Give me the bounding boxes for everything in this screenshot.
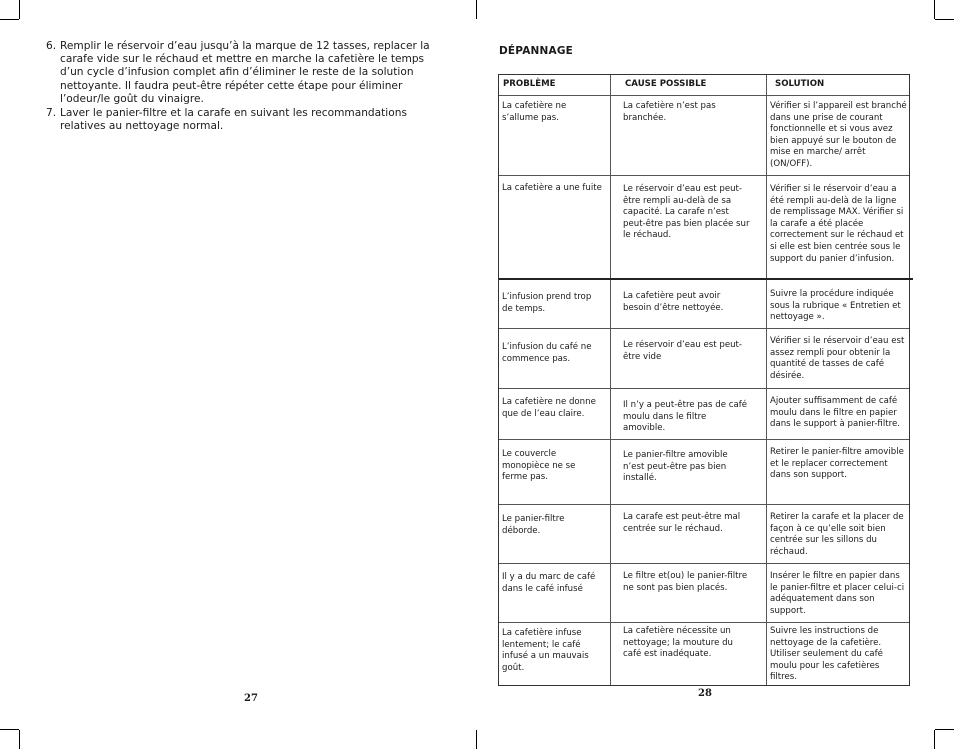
row-divider	[499, 622, 909, 623]
left-page-instructions	[46, 40, 446, 134]
column-divider	[766, 75, 767, 685]
crop-mark	[934, 730, 935, 749]
row-divider	[499, 504, 909, 505]
row-divider	[499, 388, 909, 389]
solution-cell: Retirer la carafe et la placer de façon à ce qu’elle soit bien centrée sur les sillons du réchaud.	[770, 512, 904, 557]
row-divider	[499, 175, 909, 176]
crop-mark	[934, 0, 935, 19]
cause-cell: Le réservoir d’eau est peut-être vide	[623, 340, 743, 362]
row-divider	[499, 563, 909, 564]
instruction-step	[46, 40, 446, 106]
problem-cell: La cafetière ne donne que de l’eau claire.	[502, 397, 596, 419]
step-text: Laver le panier-filtre et la carafe en suivant les recommandations relatives au nettoyage normal.	[60, 107, 407, 133]
solution-cell: Ajouter suffisamment de café moulu dans le filtre en papier dans le support à panier-filtre.	[770, 396, 900, 430]
cause-cell: Le panier-filtre amovible n’est peut-être pas bien installé.	[623, 450, 728, 484]
row-divider	[499, 328, 909, 329]
crop-mark	[476, 730, 477, 749]
crop-mark	[0, 729, 19, 730]
problem-cell: Le couvercle monopièce ne se ferme pas.	[502, 449, 576, 483]
instruction-step	[46, 107, 446, 133]
row-divider	[499, 439, 909, 440]
page-number-left: 27	[244, 693, 258, 704]
cause-cell: Le réservoir d’eau est peut-être rempli au-delà de sa capacité. La carafe n’est peut-être pas bien placée sur le réchaud.	[623, 184, 750, 241]
solution-cell: Retirer le panier-filtre amovible et le replacer correctement dans son support.	[770, 447, 904, 481]
row-divider	[499, 95, 909, 96]
header-problem: PROBLÈME	[503, 79, 556, 89]
problem-cell: L’infusion du café ne commence pas.	[502, 342, 592, 364]
problem-cell: La cafetière infuse lentement; le café infusé a un mauvais goût.	[502, 628, 589, 673]
solution-cell: Vérifier si l’appareil est branché dans une prise de courant fonctionnelle et si vous avez bien appuyé sur le bouton de mise en marche/ arrêt (ON/OFF).	[770, 101, 907, 169]
crop-mark	[0, 19, 19, 20]
solution-cell: Vérifier si le réservoir d’eau est assez rempli pour obtenir la quantité de tasses de café désirée.	[770, 336, 905, 381]
solution-cell: Suivre la procédure indiquée sous la rubrique « Entretien et nettoyage ».	[770, 289, 901, 323]
problem-cell: Le panier-filtre déborde.	[502, 514, 565, 536]
cause-cell: Il n’y a peut-être pas de café moulu dans le filtre amovible.	[623, 400, 748, 434]
problem-cell: Il y a du marc de café dans le café infusé	[502, 572, 596, 594]
crop-mark	[476, 0, 477, 19]
page-number-right: 28	[698, 688, 712, 699]
solution-cell: Suivre les instructions de nettoyage de la cafetière. Utiliser seulement du café moulu pour les cafetières filtres.	[770, 626, 883, 683]
cause-cell: La cafetière peut avoir besoin d’être nettoyée.	[623, 291, 724, 313]
cause-cell: La carafe est peut-être mal centrée sur le réchaud.	[623, 512, 741, 534]
crop-mark	[19, 0, 20, 19]
crop-mark	[935, 19, 954, 20]
problem-cell: L’infusion prend trop de temps.	[502, 292, 592, 314]
solution-cell: Insérer le filtre en papier dans le panier-filtre et placer celui-ci adéquatement dans son support.	[770, 571, 905, 616]
cause-cell: Le filtre et(ou) le panier-filtre ne sont pas bien placés.	[623, 571, 748, 593]
row-divider	[499, 278, 913, 280]
header-cause: CAUSE POSSIBLE	[625, 79, 707, 89]
step-text: Remplir le réservoir d’eau jusqu’à la marque de 12 tasses, replacer la carafe vide sur le réchaud et mettre en marche la cafetière le temps d’un cycle d’infusion complet afin d’éliminer le reste de la solution nettoyante. Il faudra peut-être répéter cette étape pour éliminer l’odeur/le goût du vinaigre.	[60, 40, 430, 105]
column-divider	[610, 75, 611, 685]
crop-mark	[935, 729, 954, 730]
step-number: 7.	[46, 107, 57, 120]
crop-mark	[19, 730, 20, 749]
troubleshooting-table	[498, 74, 910, 686]
section-title: DÉPANNAGE	[499, 45, 574, 57]
header-solution: SOLUTION	[775, 79, 825, 89]
solution-cell: Vérifier si le réservoir d’eau a été rempli au-delà de la ligne de remplissage MAX. Vérifier si la carafe a été placée correctement sur le réchaud et si elle est bien centrée sous le support du panier d’infusion.	[770, 184, 904, 264]
problem-cell: La cafetière ne s’allume pas.	[502, 101, 567, 123]
cause-cell: La cafetière n’est pas branchée.	[623, 101, 716, 123]
cause-cell: La cafetière nécessite un nettoyage; la mouture du café est inadéquate.	[623, 626, 733, 660]
step-number: 6.	[46, 40, 57, 52]
problem-cell: La cafetière a une fuite	[502, 183, 602, 193]
